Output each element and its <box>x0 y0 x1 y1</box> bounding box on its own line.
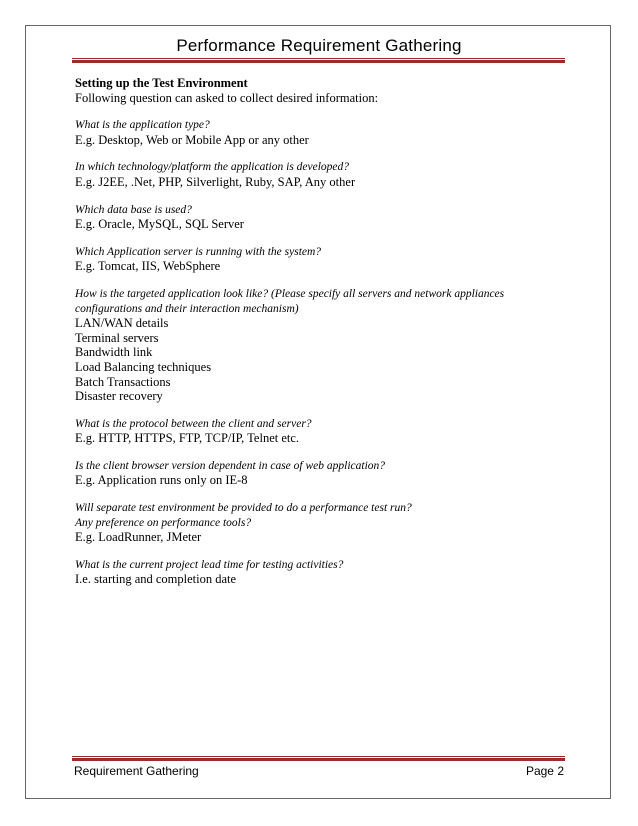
spacer <box>75 446 575 459</box>
footer-rule-thick <box>72 758 565 761</box>
footer-page-number: Page 2 <box>525 764 564 778</box>
answer-text: E.g. LoadRunner, JMeter <box>75 530 202 545</box>
question-text: What is the protocol between the client and server? <box>75 417 312 430</box>
question-text: Will separate test environment be provided to do a performance test run? <box>75 502 412 515</box>
footer-rule <box>72 756 565 761</box>
spacer <box>75 190 575 203</box>
question-text: How is the targeted application look like? (Please specify all servers and network appliances <box>75 287 505 300</box>
answer-text: E.g. Oracle, MySQL, SQL Server <box>75 217 244 232</box>
question-block <box>75 459 575 488</box>
spacer <box>75 404 575 417</box>
answer-text: LAN/WAN details <box>75 316 169 331</box>
answer-text: E.g. Desktop, Web or Mobile App or any other <box>75 132 309 147</box>
question-text: Any preference on performance tools? <box>75 516 252 529</box>
header-rule-thin <box>72 58 565 59</box>
question-block <box>75 160 575 189</box>
answer-text: E.g. Tomcat, IIS, WebSphere <box>75 259 221 274</box>
section-intro: Following question can asked to collect desired information: <box>75 90 379 105</box>
question-text: What is the application type? <box>75 119 210 132</box>
answer-text: Disaster recovery <box>75 389 163 404</box>
spacer <box>75 488 575 501</box>
question-text: Is the client browser version dependent in case of web application? <box>75 459 386 472</box>
question-text: In which technology/platform the application is developed? <box>75 161 350 174</box>
answer-text: Terminal servers <box>75 330 159 345</box>
answer-text: E.g. HTTP, HTTPS, FTP, TCP/IP, Telnet etc. <box>75 431 300 446</box>
spacer <box>75 274 575 287</box>
question-block <box>75 118 575 147</box>
question-text: configurations and their interaction mechanism) <box>75 302 299 315</box>
section-title: Setting up the Test Environment <box>75 76 248 90</box>
question-text: Which Application server is running with the system? <box>75 245 322 258</box>
header-rule <box>72 58 565 63</box>
question-text: What is the current project lead time for testing activities? <box>75 558 344 571</box>
question-block <box>75 558 575 587</box>
question-list <box>75 105 575 587</box>
question-block <box>75 245 575 274</box>
answer-text: Bandwidth link <box>75 345 153 360</box>
spacer <box>75 232 575 245</box>
answer-text: E.g. J2EE, .Net, PHP, Silverlight, Ruby, SAP, Any other <box>75 174 356 189</box>
question-block <box>75 203 575 232</box>
question-text: Which data base is used? <box>75 203 192 216</box>
answer-text: I.e. starting and completion date <box>75 572 237 587</box>
answer-text: Load Balancing techniques <box>75 359 212 374</box>
answer-text: Batch Transactions <box>75 374 171 389</box>
answer-text: E.g. Application runs only on IE-8 <box>75 473 248 488</box>
document-body <box>75 76 575 587</box>
page-title: Performance Requirement Gathering <box>176 36 462 55</box>
header-rule-thick <box>72 60 565 63</box>
spacer <box>75 545 575 558</box>
question-block <box>75 501 575 545</box>
footer-document-name: Requirement Gathering <box>74 764 199 778</box>
spacer <box>75 105 575 118</box>
question-block <box>75 287 575 404</box>
footer-rule-thin <box>72 756 565 757</box>
spacer <box>75 147 575 160</box>
question-block <box>75 417 575 446</box>
